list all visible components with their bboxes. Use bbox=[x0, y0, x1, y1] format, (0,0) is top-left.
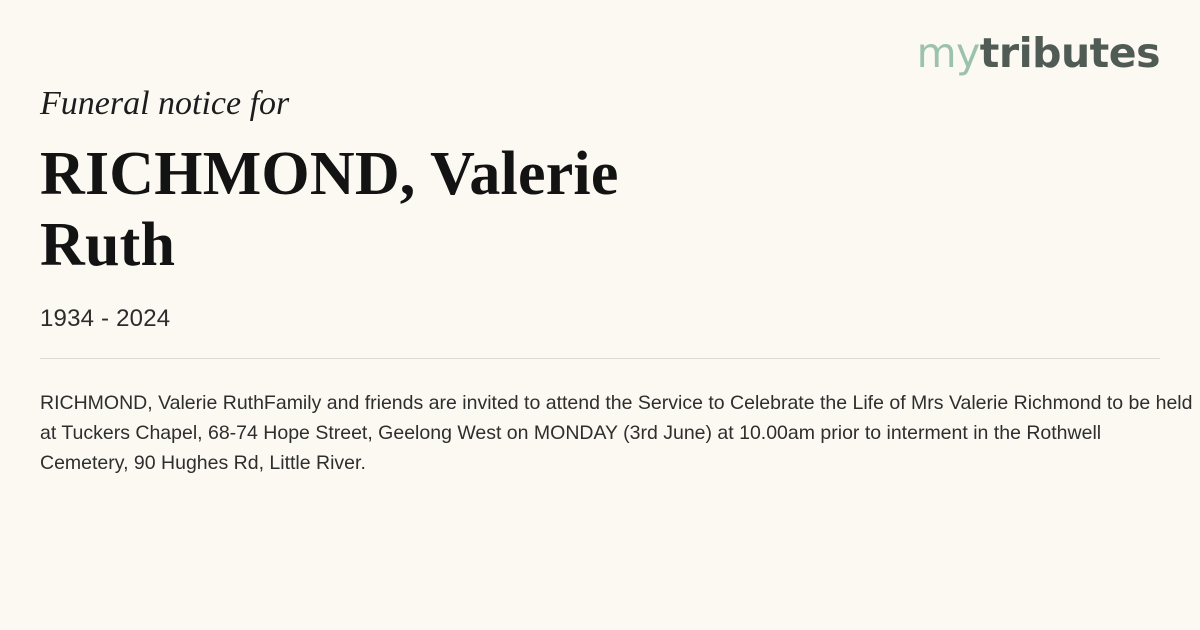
life-years: 1934 - 2024 bbox=[40, 305, 171, 333]
notice-header bbox=[40, 84, 1160, 333]
page-title: RICHMOND, Valerie Ruth bbox=[40, 139, 619, 280]
divider bbox=[40, 358, 1160, 359]
logo-text-my: my bbox=[916, 29, 980, 77]
logo-text-tributes: tributes bbox=[979, 29, 1160, 77]
notice-body-text: RICHMOND, Valerie RuthFamily and friends are invited to attend the Service to Celebrate the Life of Mrs Valerie Richmond to be held at Tuckers Chapel, 68-74 Hope Street, Geelong West on MONDAY (3rd June) at 10.00am prior to interment in the Rothwell Cemetery, 90 Hughes Rd, Little River. bbox=[40, 392, 1193, 474]
notice-body bbox=[40, 388, 1195, 478]
mytributes-logo[interactable] bbox=[916, 29, 1160, 77]
notice-eyebrow: Funeral notice for bbox=[40, 85, 290, 122]
